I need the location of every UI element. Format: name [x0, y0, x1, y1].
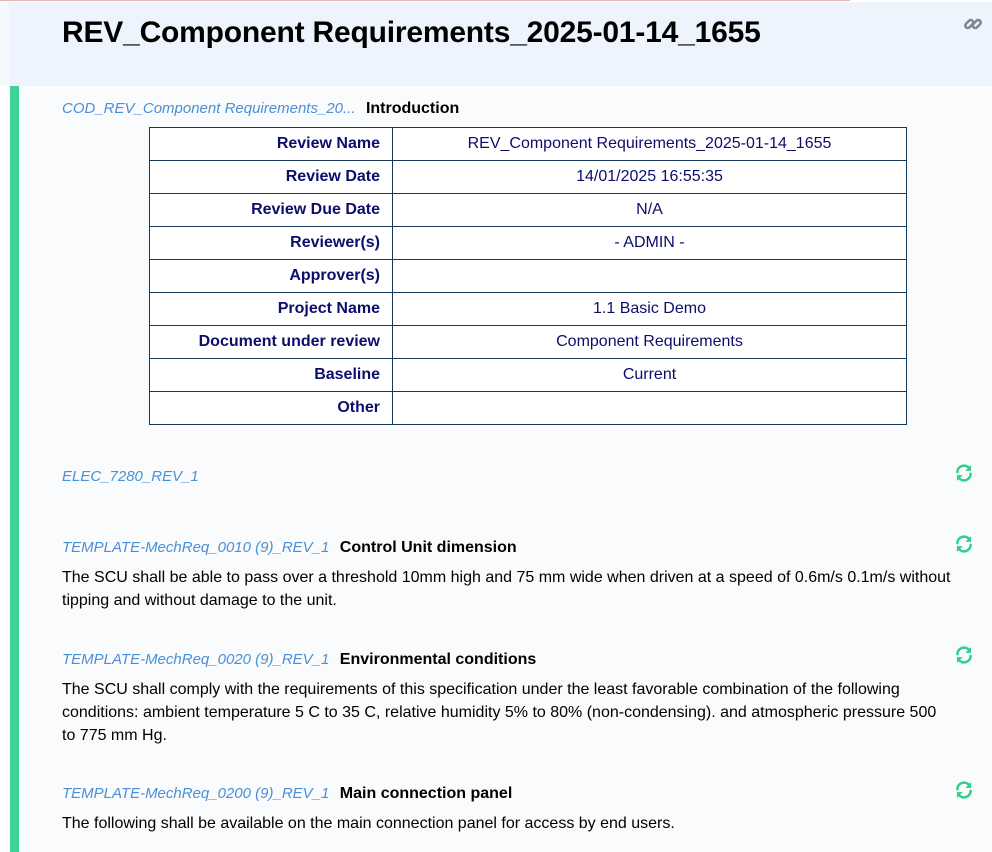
- table-row: [150, 359, 907, 392]
- review-content: [10, 86, 992, 852]
- table-row: [150, 227, 907, 260]
- page-header: [0, 2, 992, 86]
- row-label: Document under review: [150, 326, 393, 359]
- section-id-link[interactable]: ELEC_7280_REV_1: [62, 468, 199, 485]
- section-heading: [62, 651, 536, 669]
- section-text: The SCU shall comply with the requirements of this specification under the least favorable combination of the following conditions: ambient temperature 5 C to 35 C, relative humidity 5% to 80% (non-condensing). and atmospheric pressure 500 to 775 mm Hg.: [62, 681, 937, 744]
- table-row: [150, 161, 907, 194]
- table-row: [150, 326, 907, 359]
- page-title: REV_Component Requirements_2025-01-14_1655: [62, 16, 761, 49]
- row-value: REV_Component Requirements_2025-01-14_1655: [393, 128, 907, 161]
- refresh-icon[interactable]: [954, 534, 974, 554]
- row-label: Baseline: [150, 359, 393, 392]
- row-value: 14/01/2025 16:55:35: [393, 161, 907, 194]
- section-text: The SCU shall be able to pass over a threshold 10mm high and 75 mm wide when driven at a speed of 0.6m/s 0.1m/s without tipping and without damage to the unit.: [62, 569, 951, 609]
- table-row: [150, 260, 907, 293]
- table-row: [150, 293, 907, 326]
- section-heading: [62, 785, 512, 803]
- section-heading: [62, 468, 199, 486]
- intro-title: Introduction: [365, 100, 460, 117]
- section-text: The following shall be available on the main connection panel for access by end users.: [62, 815, 675, 832]
- section-title: Control Unit dimension: [339, 539, 517, 556]
- review-info-table: [149, 127, 907, 425]
- link-icon[interactable]: [963, 14, 983, 34]
- row-value: - ADMIN -: [393, 227, 907, 260]
- row-label: Other: [150, 392, 393, 425]
- top-divider: [0, 0, 850, 1]
- table-row: [150, 194, 907, 227]
- row-value: N/A: [393, 194, 907, 227]
- section-title: Environmental conditions: [339, 651, 537, 668]
- refresh-icon[interactable]: [954, 645, 974, 665]
- row-value: Current: [393, 359, 907, 392]
- table-row: [150, 392, 907, 425]
- row-value: [393, 392, 907, 425]
- intro-id-link[interactable]: COD_REV_Component Requirements_20...: [62, 100, 356, 117]
- row-label: Project Name: [150, 293, 393, 326]
- section-heading: [62, 539, 517, 557]
- section-id-link[interactable]: TEMPLATE-MechReq_0200 (9)_REV_1: [62, 785, 330, 802]
- refresh-icon[interactable]: [954, 780, 974, 800]
- row-value: [393, 260, 907, 293]
- intro-heading: [62, 100, 459, 118]
- row-label: Review Due Date: [150, 194, 393, 227]
- row-value: 1.1 Basic Demo: [393, 293, 907, 326]
- section-title: Main connection panel: [339, 785, 513, 802]
- row-value: Component Requirements: [393, 326, 907, 359]
- row-label: Review Date: [150, 161, 393, 194]
- row-label: Reviewer(s): [150, 227, 393, 260]
- row-label: Review Name: [150, 128, 393, 161]
- table-row: [150, 128, 907, 161]
- section-id-link[interactable]: TEMPLATE-MechReq_0010 (9)_REV_1: [62, 539, 330, 556]
- section-id-link[interactable]: TEMPLATE-MechReq_0020 (9)_REV_1: [62, 651, 330, 668]
- row-label: Approver(s): [150, 260, 393, 293]
- refresh-icon[interactable]: [954, 463, 974, 483]
